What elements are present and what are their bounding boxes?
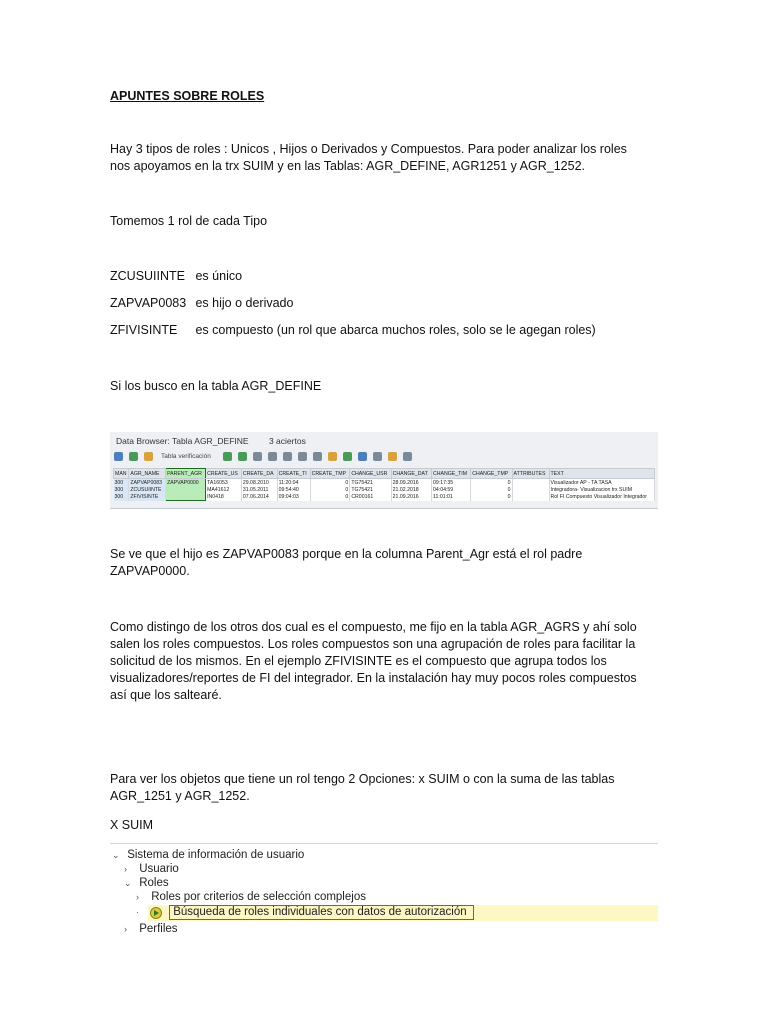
table-cell: 0 xyxy=(471,486,512,493)
table-cell: 09:17:35 xyxy=(432,479,471,487)
tree-node-label: Perfiles xyxy=(139,923,178,934)
table-cell xyxy=(512,486,549,493)
chevron-down-icon[interactable]: ⌄ xyxy=(112,850,120,860)
role-code: ZFIVISINTE xyxy=(110,323,178,337)
column-header[interactable]: CHANGE_TIM xyxy=(432,469,471,479)
suim-heading: X SUIM xyxy=(110,818,154,832)
table-cell: TA16053 xyxy=(206,479,242,487)
hit-count: 3 aciertos xyxy=(268,436,306,446)
check-table-label[interactable]: Tabla verificación xyxy=(161,453,211,460)
composite-role-paragraph: Como distingo de los otros dos cual es el compuesto, me fijo en la tabla AGR_AGRS y ahí solo salen los roles compuestos. Los roles compuestos son una agrupación de roles para facilitar la solicitud de los mismos. En el ejemplo ZFIVISINTE es el compuesto que agrupa todos los visualizadores/reportes de FI del integrador. En la instalación hay muy pocos roles compuestos así que los saltearé. xyxy=(110,620,637,702)
intro-paragraph: Hay 3 tipos de roles : Unicos , Hijos o Derivados y Compuestos. Para poder analizar los roles nos apoyamos en la trx SUIM y en las Tablas: AGR_DEFINE, AGR1251 y AGR_1252. xyxy=(110,142,627,173)
table-cell: 04:04:59 xyxy=(432,486,471,493)
table-cell: 300 xyxy=(114,486,129,493)
table-cell: ZCUSUIINTE xyxy=(129,486,166,493)
tree-node-roles-complex-criteria[interactable] xyxy=(136,890,366,905)
view-icon[interactable] xyxy=(328,452,337,461)
table-cell: 0 xyxy=(471,493,512,501)
table-cell: Rol FI Compuesto Visualizador Integrador xyxy=(549,493,654,501)
table-cell: 07.06.2014 xyxy=(241,493,277,501)
tree-node-label: Roles por criterios de selección complejos xyxy=(151,891,366,903)
column-header[interactable]: CREATE_TI xyxy=(277,469,310,479)
role-code: ZAPVAP0083 xyxy=(110,296,187,310)
sort-ascending-icon[interactable] xyxy=(223,452,232,461)
objects-options-paragraph: Para ver los objetos que tiene un rol tengo 2 Opciones: x SUIM o con la suma de las tablas AGR_1251 y AGR_1252. xyxy=(110,772,615,803)
table-cell: 0 xyxy=(471,479,512,487)
data-browser-title xyxy=(116,436,306,446)
sap-data-browser-screenshot xyxy=(110,432,658,509)
table-cell: 300 xyxy=(114,479,129,487)
agr-define-table xyxy=(113,468,655,501)
role-description: es hijo o derivado xyxy=(195,296,294,310)
data-browser-toolbar xyxy=(114,450,654,463)
column-header[interactable]: ATTRIBUTES xyxy=(512,469,549,479)
table-row[interactable] xyxy=(114,493,655,501)
info-icon[interactable] xyxy=(403,452,412,461)
column-header[interactable]: CHANGE_DAT xyxy=(391,469,431,479)
sort-descending-icon[interactable] xyxy=(238,452,247,461)
tree-node-label: Roles xyxy=(139,877,169,889)
table-row[interactable] xyxy=(114,486,655,493)
role-line-unique xyxy=(110,269,242,283)
table-cell xyxy=(512,493,549,501)
role-code: ZCUSUIINTE xyxy=(110,269,185,283)
table-cell: 31.05.2011 xyxy=(241,486,277,493)
layout-icon[interactable] xyxy=(358,452,367,461)
table-header-row xyxy=(114,469,655,479)
search-table-paragraph: Si los busco en la tabla AGR_DEFINE xyxy=(110,379,322,393)
tree-node-user-info-system[interactable] xyxy=(112,848,304,863)
sum-icon[interactable] xyxy=(283,452,292,461)
column-header-parent-agr[interactable]: PARENT_AGR xyxy=(166,469,206,479)
table-cell xyxy=(166,486,206,493)
role-description: es único xyxy=(195,269,243,283)
tree-node-label: Usuario xyxy=(139,863,179,875)
red-highlight-box xyxy=(169,905,474,920)
table-cell xyxy=(512,479,549,487)
print-icon[interactable] xyxy=(313,452,322,461)
tree-node-profiles[interactable] xyxy=(124,922,178,934)
table-cell: 0 xyxy=(310,493,350,501)
table-cell: 11:20:04 xyxy=(277,479,310,487)
column-header[interactable]: CHANGE_USR xyxy=(350,469,391,479)
subtotal-icon[interactable] xyxy=(298,452,307,461)
document-title: APUNTES SOBRE ROLES xyxy=(110,89,265,103)
data-browser-title-text: Data Browser: Tabla AGR_DEFINE xyxy=(116,436,249,446)
table-cell: 0 xyxy=(310,486,350,493)
tree-node-label: Búsqueda de roles individuales con datos de autorización xyxy=(173,906,467,918)
column-header[interactable]: TEXT xyxy=(549,469,654,479)
table-cell: ZFIVISINTE xyxy=(129,493,166,501)
table-cell: 21.02.2018 xyxy=(391,486,431,493)
table-cell: TG75421 xyxy=(350,479,391,487)
table-cell: TG75421 xyxy=(350,486,391,493)
table-cell: 11:01:01 xyxy=(432,493,471,501)
tree-node-label: Sistema de información de usuario xyxy=(127,849,305,861)
table-row[interactable] xyxy=(114,479,655,487)
table-cell: CR00161 xyxy=(350,493,391,501)
suim-tree-screenshot xyxy=(110,843,658,934)
table-cell: Integradora- Visualizacion trx SUIM xyxy=(549,486,654,493)
table-cell: IN0418 xyxy=(206,493,242,501)
column-header[interactable]: AGR_NAME xyxy=(129,469,166,479)
child-role-paragraph: Se ve que el hijo es ZAPVAP0083 porque en la columna Parent_Agr está el rol padre ZAPVAP0000. xyxy=(110,547,583,578)
table-cell: 29.08.2010 xyxy=(241,479,277,487)
select-layout-icon[interactable] xyxy=(373,452,382,461)
tree-node-roles[interactable] xyxy=(124,876,169,891)
table-cell: 28.09.2016 xyxy=(391,479,431,487)
column-header[interactable]: CHANGE_TMP xyxy=(471,469,512,479)
role-line-derived xyxy=(110,296,293,310)
column-header[interactable]: CREATE_TMP xyxy=(310,469,350,479)
table-cell: 0 xyxy=(310,479,350,487)
table-cell: 300 xyxy=(114,493,129,501)
column-header[interactable]: CREATE_US xyxy=(206,469,242,479)
chevron-right-icon[interactable]: › xyxy=(136,892,139,902)
column-header[interactable]: MAN xyxy=(114,469,129,479)
chevron-right-icon[interactable]: › xyxy=(124,924,127,934)
graphic-icon[interactable] xyxy=(388,452,397,461)
filter-icon[interactable] xyxy=(268,452,277,461)
chevron-down-icon[interactable]: ⌄ xyxy=(124,878,132,888)
export-icon[interactable] xyxy=(343,452,352,461)
table-cell: Visualizador AP - TA TASA xyxy=(549,479,654,487)
table-cell xyxy=(166,493,206,501)
chevron-right-icon[interactable]: › xyxy=(124,864,127,874)
role-description: es compuesto (un rol que abarca muchos roles, solo se le agegan roles) xyxy=(195,323,596,337)
table-cell: ZAPVAP0000 xyxy=(166,479,206,487)
role-line-composite xyxy=(110,323,596,337)
details-icon[interactable] xyxy=(114,452,123,461)
column-header[interactable]: CREATE_DA xyxy=(241,469,277,479)
refresh-icon[interactable] xyxy=(129,452,138,461)
tree-node-user[interactable] xyxy=(124,862,179,877)
table-cell: MA41612 xyxy=(206,486,242,493)
bullet-icon: · xyxy=(136,907,139,917)
take-one-role-paragraph: Tomemos 1 rol de cada Tipo xyxy=(110,214,268,228)
table-cell: ZAPVAP0083 xyxy=(129,479,166,487)
find-icon[interactable] xyxy=(253,452,262,461)
table-cell: 21.09.2016 xyxy=(391,493,431,501)
table-cell: 09:04:03 xyxy=(277,493,310,501)
help-icon[interactable] xyxy=(144,452,153,461)
table-cell: 09:54:40 xyxy=(277,486,310,493)
